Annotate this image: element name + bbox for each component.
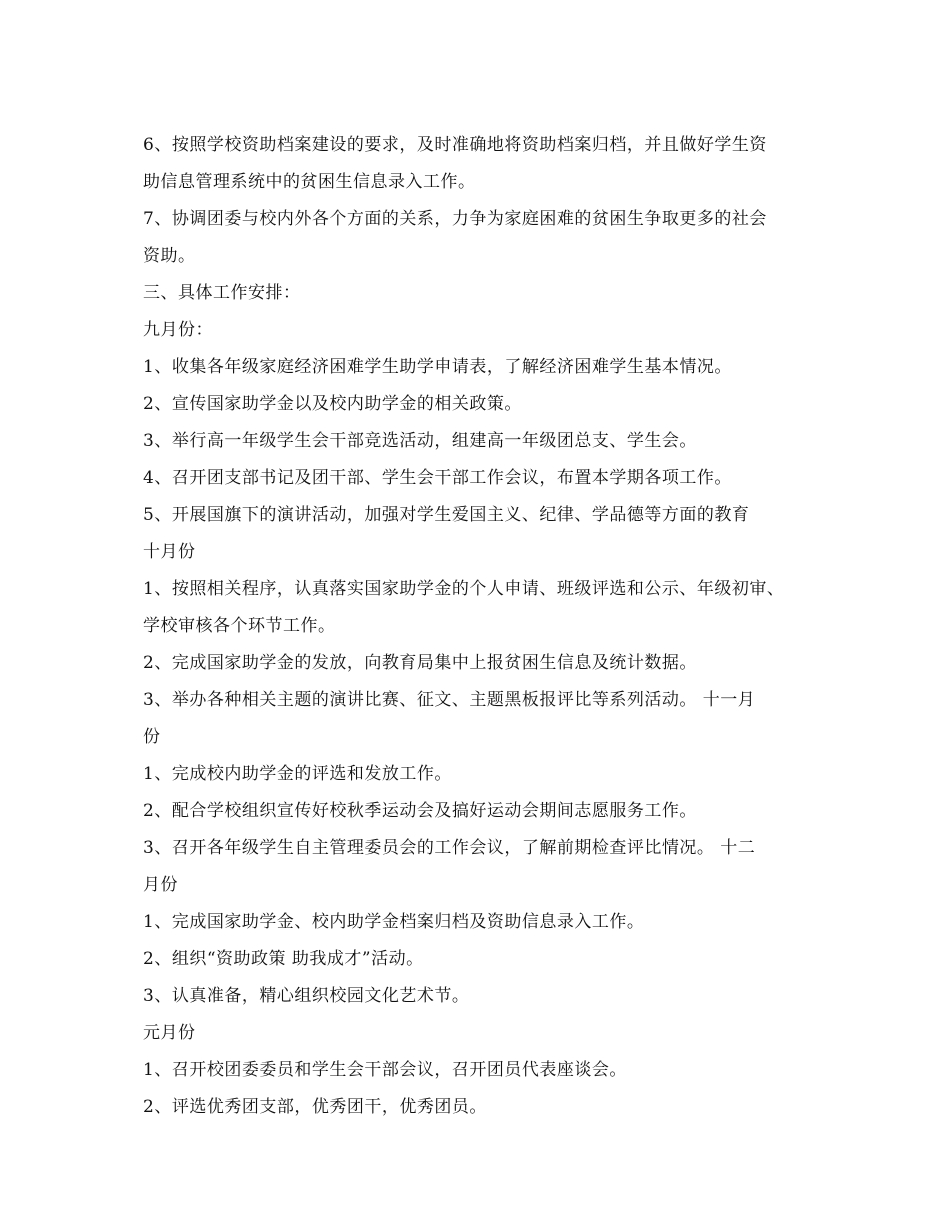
month-heading: 九月份： [143, 320, 213, 340]
text-line: 2、评选优秀团支部，优秀团干，优秀团员。 [143, 1097, 487, 1117]
text-line: 1、完成国家助学金、校内助学金档案归档及资助信息录入工作。 [143, 912, 645, 932]
text-line: 学校审核各个环节工作。 [143, 616, 336, 636]
text-line: 3、举行高一年级学生会干部竞选活动，组建高一年级团总支、学生会。 [143, 431, 697, 451]
text-line: 资助。 [143, 246, 196, 266]
text-line: 1、收集各年级家庭经济困难学生助学申请表，了解经济困难学生基本情况。 [143, 357, 732, 377]
text-line: 2、宣传国家助学金以及校内助学金的相关政策。 [143, 394, 522, 414]
document-body [143, 127, 833, 1126]
text-line: 6、按照学校资助档案建设的要求，及时准确地将资助档案归档，并且做好学生资 [143, 135, 767, 155]
month-heading: 十月份 [143, 542, 196, 562]
section-heading: 三、具体工作安排： [143, 283, 301, 303]
text-line: 7、协调团委与校内外各个方面的关系，力争为家庭困难的贫困生争取更多的社会 [143, 209, 767, 229]
text-line: 月份 [143, 875, 178, 895]
text-line: 份 [143, 727, 161, 747]
text-line: 1、按照相关程序，认真落实国家助学金的个人申请、班级评选和公示、年级初审、 [143, 579, 785, 599]
text-line: 1、召开校团委委员和学生会干部会议，召开团员代表座谈会。 [143, 1060, 627, 1080]
text-line: 助信息管理系统中的贫困生信息录入工作。 [143, 172, 476, 192]
month-heading: 元月份 [143, 1023, 196, 1043]
text-line: 3、召开各年级学生自主管理委员会的工作会议，了解前期检查评比情况。 十二 [143, 838, 756, 858]
text-line: 4、召开团支部书记及团干部、学生会干部工作会议，布置本学期各项工作。 [143, 468, 732, 488]
text-line: 5、开展国旗下的演讲活动，加强对学生爱国主义、纪律、学品德等方面的教育 [143, 505, 750, 525]
text-line: 2、配合学校组织宣传好校秋季运动会及搞好运动会期间志愿服务工作。 [143, 801, 697, 821]
text-line: 1、完成校内助学金的评选和发放工作。 [143, 764, 452, 784]
text-line: 2、组织“资助政策 助我成才”活动。 [143, 949, 424, 969]
text-line: 3、举办各种相关主题的演讲比赛、征文、主题黑板报评比等系列活动。 十一月 [143, 690, 756, 710]
text-line: 2、完成国家助学金的发放，向教育局集中上报贫困生信息及统计数据。 [143, 653, 697, 673]
text-line: 3、认真准备，精心组织校园文化艺术节。 [143, 986, 470, 1006]
